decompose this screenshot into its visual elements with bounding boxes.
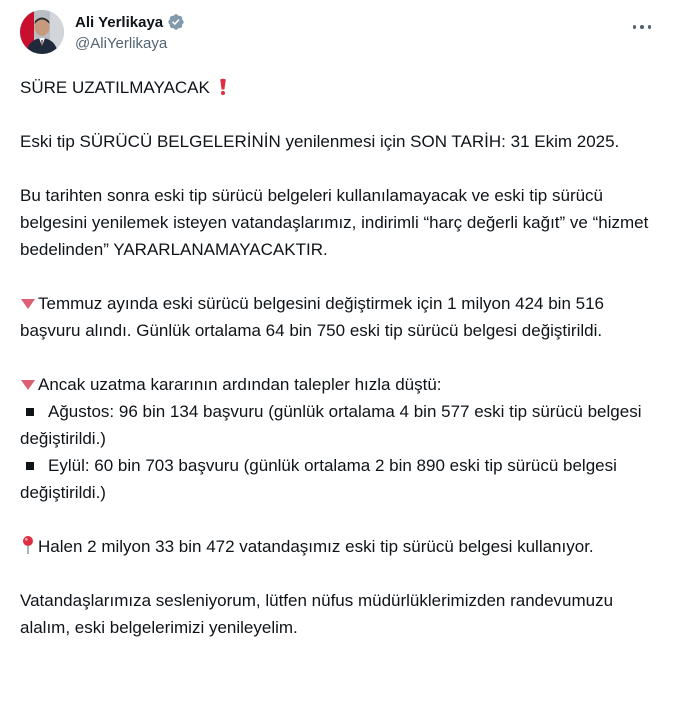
- red-down-triangle-icon: [20, 293, 36, 311]
- tweet-title: SÜRE UZATILMAYACAK: [20, 78, 210, 97]
- august-text: Ağustos: 96 bin 134 başvuru (günlük ortalama 4 bin 577 eski tip sürücü belgesi değiştirildi.): [20, 402, 642, 448]
- black-square-icon: [26, 408, 34, 416]
- decline-text: Ancak uzatma kararının ardından talepler hızla düştü:: [38, 375, 442, 394]
- verified-badge-icon[interactable]: [167, 13, 185, 31]
- tweet-title-line: [20, 74, 660, 101]
- handle[interactable]: @AliYerlikaya: [75, 35, 168, 52]
- red-exclamation-icon: [215, 77, 231, 95]
- july-stats-paragraph: [20, 290, 660, 344]
- remaining-paragraph: [20, 533, 660, 560]
- september-text: Eylül: 60 bin 703 başvuru (günlük ortalama 2 bin 890 eski tip sürücü belgesi değiştirildi.): [20, 456, 617, 502]
- list-item-august: [20, 398, 660, 452]
- tweet-header: [20, 10, 659, 58]
- round-pushpin-icon: [20, 535, 36, 553]
- july-stats-text: Temmuz ayında eski sürücü belgesini değiştirmek için 1 milyon 424 bin 516 başvuru alındı. Günlük ortalama 64 bin 750 eski tip sürücü belgesi değiştirildi.: [20, 294, 605, 340]
- consequence-paragraph: Bu tarihten sonra eski tip sürücü belgeleri kullanılamayacak ve eski tip sürücü belgesini yenilemek isteyen vatandaşlarımız, indirimli “harç değerli kağıt” ve “hizmet bedelinden” YARARLANAMAYACAKTIR.: [20, 186, 649, 259]
- remaining-text: Halen 2 milyon 33 bin 472 vatandaşımız eski tip sürücü belgesi kullanıyor.: [38, 537, 594, 556]
- tweet-text: [20, 74, 660, 641]
- black-square-icon: [26, 462, 34, 470]
- deadline-paragraph: Eski tip SÜRÜCÜ BELGELERİNİN yenilenmesi için SON TARİH: 31 Ekim 2025.: [20, 132, 620, 151]
- red-down-triangle-icon: [20, 374, 36, 392]
- list-item-september: [20, 452, 660, 506]
- decline-paragraph: [20, 371, 660, 398]
- call-to-action-paragraph: Vatandaşlarımıza sesleniyorum, lütfen nüfus müdürlüklerimizden randevumuzu alalım, eski belgelerimizi yenileyelim.: [20, 591, 614, 637]
- more-options-icon[interactable]: [625, 12, 659, 42]
- avatar[interactable]: [20, 10, 64, 54]
- display-name[interactable]: Ali Yerlikaya: [75, 13, 164, 31]
- author-block: [75, 12, 185, 52]
